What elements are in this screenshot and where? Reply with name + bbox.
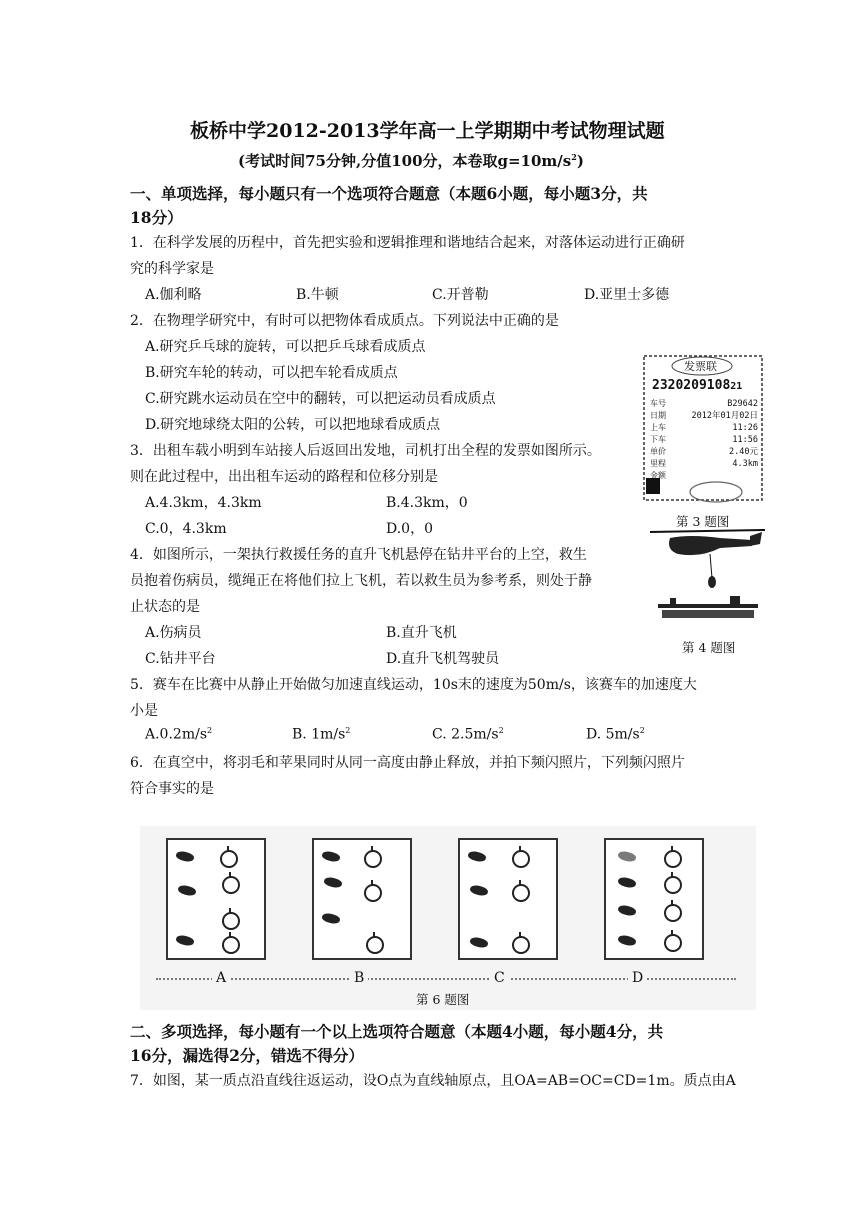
receipt-header: 发票联 [684,360,717,373]
q5-option-b-text: B. 1m/s [292,726,346,743]
drilling-platform-deck [658,604,758,608]
q5-option-a-text: A.0.2m/s [145,726,208,743]
receipt-label: 里程 [650,459,666,468]
feather-icon [469,936,489,949]
dotted-baseline [156,978,736,980]
apple-icon [366,936,384,954]
q3-line1: 3．出租车载小明到车站接人后返回出发地，司机打出全程的发票如图所示。 [130,443,601,459]
platform-structure [730,596,740,604]
rescue-cable [710,554,712,578]
rescuer [708,576,716,588]
q1-line2: 究的科学家是 [130,261,214,277]
q5-option-b-sup: 2 [345,726,351,735]
figure3-caption: 第 3 题图 [676,514,730,529]
q4-line3: 止状态的是 [130,599,200,615]
receipt-labels [650,398,666,482]
feather-icon [617,850,637,863]
feather-icon [321,912,341,925]
feather-icon [617,904,637,917]
q5-option-d-sup: 2 [639,726,645,735]
q5-option-a [145,726,212,743]
apple-icon [512,884,530,902]
receipt-value: 2012年01月02日 [691,411,758,421]
strobe-panel-d [604,838,704,960]
q5-line2: 小是 [130,703,158,719]
q5-option-c-sup: 2 [498,726,504,735]
figure6-caption: 第 6 题图 [416,992,470,1007]
q5-option-d-text: D. 5m/s [586,726,640,743]
q2-option-b: B.研究车轮的转动，可以把车轮看成质点 [145,365,398,381]
receipt-value: 11:26 [732,423,758,433]
q5-option-a-sup: 2 [207,726,213,735]
q1-option-c: C.开普勒 [432,287,489,303]
apple-icon [364,884,382,902]
q3-option-c: C.0，4.3km [145,521,227,537]
q6-line2: 符合事实的是 [130,781,214,797]
q1-option-a: A.伽利略 [145,287,202,303]
q2-option-c: C.研究跳水运动员在空中的翻转，可以把运动员看成质点 [145,391,496,407]
q2-line1: 2．在物理学研究中，有时可以把物体看成质点。下列说法中正确的是 [130,313,559,329]
feather-icon [177,884,197,897]
feather-icon [323,876,343,889]
strobe-photos-figure [140,826,756,1010]
receipt-number-small: 21 [730,381,743,392]
feather-icon [321,850,341,863]
section1-heading-line1: 一、单项选择，每小题只有一个选项符合题意（本题6小题，每小题3分，共 [130,184,648,203]
helicopter-figure [640,524,770,626]
q7-line1: 7．如图，某一质点沿直线往返运动，设O点为直线轴原点，且OA=AB=OC=CD=1m。质点由A [130,1073,736,1089]
feather-icon [175,850,195,863]
q4-option-a: A.伤病员 [145,625,202,641]
q1-option-d: D.亚里士多德 [584,287,670,303]
apple-icon [512,936,530,954]
exam-info-sup: 2 [571,152,577,162]
exam-info-end: ) [576,152,584,170]
page-title: 板桥中学2012-2013学年高一上学期期中考试物理试题 [190,120,665,142]
section2-heading-line2: 16分，漏选得2分，错选不得分） [130,1046,364,1065]
receipt-value: B29642 [727,399,758,409]
q5-option-c [432,726,504,743]
q1-option-b: B.牛顿 [296,287,339,303]
q3-option-b: B.4.3km，0 [386,495,468,511]
apple-icon [512,850,530,868]
q3-option-a: A.4.3km，4.3km [145,495,262,511]
q2-option-d: D.研究地球绕太阳的公转，可以把地球看成质点 [145,417,441,433]
q1-line1: 1．在科学发展的历程中，首先把实验和逻辑推理和谐地结合起来，对落体运动进行正确研 [130,235,685,251]
exam-info-text: (考试时间75分钟,分值100分，本卷取g=10m/s [238,152,572,170]
q4-option-b: B.直升飞机 [386,625,457,641]
receipt-number [652,378,742,393]
apple-icon [664,876,682,894]
receipt-label: 单价 [650,447,666,456]
platform-structure [670,598,676,604]
figure4-caption: 第 4 题图 [682,640,736,655]
receipt-label: 车号 [650,399,666,408]
q5-option-c-text: C. 2.5m/s [432,726,499,743]
strobe-panel-c [458,838,558,960]
helicopter-tail [750,532,762,546]
receipt-value: 11:56 [732,435,758,445]
apple-icon [220,850,238,868]
feather-icon [617,876,637,889]
receipt-values [692,398,758,470]
q5-option-d [586,726,645,743]
apple-icon [664,904,682,922]
q5-option-b [292,726,350,743]
apple-icon [222,936,240,954]
q4-line1: 4．如图所示，一架执行救援任务的直升飞机悬停在钻井平台的上空，救生 [130,547,587,563]
q4-line2: 员抱着伤病员，缆绳正在将他们拉上飞机，若以救生员为参考系，则处于静 [130,573,592,589]
receipt-number-main: 2320209108 [652,378,731,393]
receipt-label: 下车 [650,435,666,444]
feather-icon [175,934,195,947]
q2-option-a: A.研究乒乓球的旋转，可以把乒乓球看成质点 [145,339,426,355]
receipt-label: 金额 [650,471,666,480]
q3-line2: 则在此过程中，出出租车运动的路程和位移分别是 [130,469,438,485]
feather-icon [617,934,637,947]
feather-icon [467,850,487,863]
panel-label-d: D [628,970,647,986]
apple-icon [664,934,682,952]
drilling-platform-base [662,610,754,618]
taxi-receipt-figure [638,350,768,508]
feather-icon [469,884,489,897]
receipt-value: 2.40元 [729,447,758,457]
apple-icon [222,912,240,930]
q6-line1: 6．在真空中，将羽毛和苹果同时从同一高度由静止释放，并拍下频闪照片，下列频闪照片 [130,755,685,771]
receipt-label: 日期 [650,411,666,420]
apple-icon [364,850,382,868]
panel-label-a: A [212,970,230,986]
receipt-label: 上车 [650,423,666,432]
exam-info [238,150,584,171]
helicopter-body [669,536,752,555]
q3-option-d: D.0，0 [386,521,433,537]
apple-icon [664,850,682,868]
panel-label-b: B [350,970,368,986]
apple-icon [222,876,240,894]
strobe-panel-b [312,838,412,960]
q4-option-d: D.直升飞机驾驶员 [386,651,500,667]
receipt-value: 4.3km [732,459,758,469]
q5-line1: 5．赛车在比赛中从静止开始做匀加速直线运动，10s末的速度为50m/s，该赛车的加速度大 [130,677,697,693]
section2-heading-line1: 二、多项选择，每小题有一个以上选项符合题意（本题4小题，每小题4分，共 [130,1022,664,1041]
panel-label-c: C [490,970,509,986]
strobe-panel-a [166,838,266,960]
rotor-blade [650,530,765,532]
section1-heading-line2: 18分） [130,208,183,227]
q4-option-c: C.钻井平台 [145,651,216,667]
